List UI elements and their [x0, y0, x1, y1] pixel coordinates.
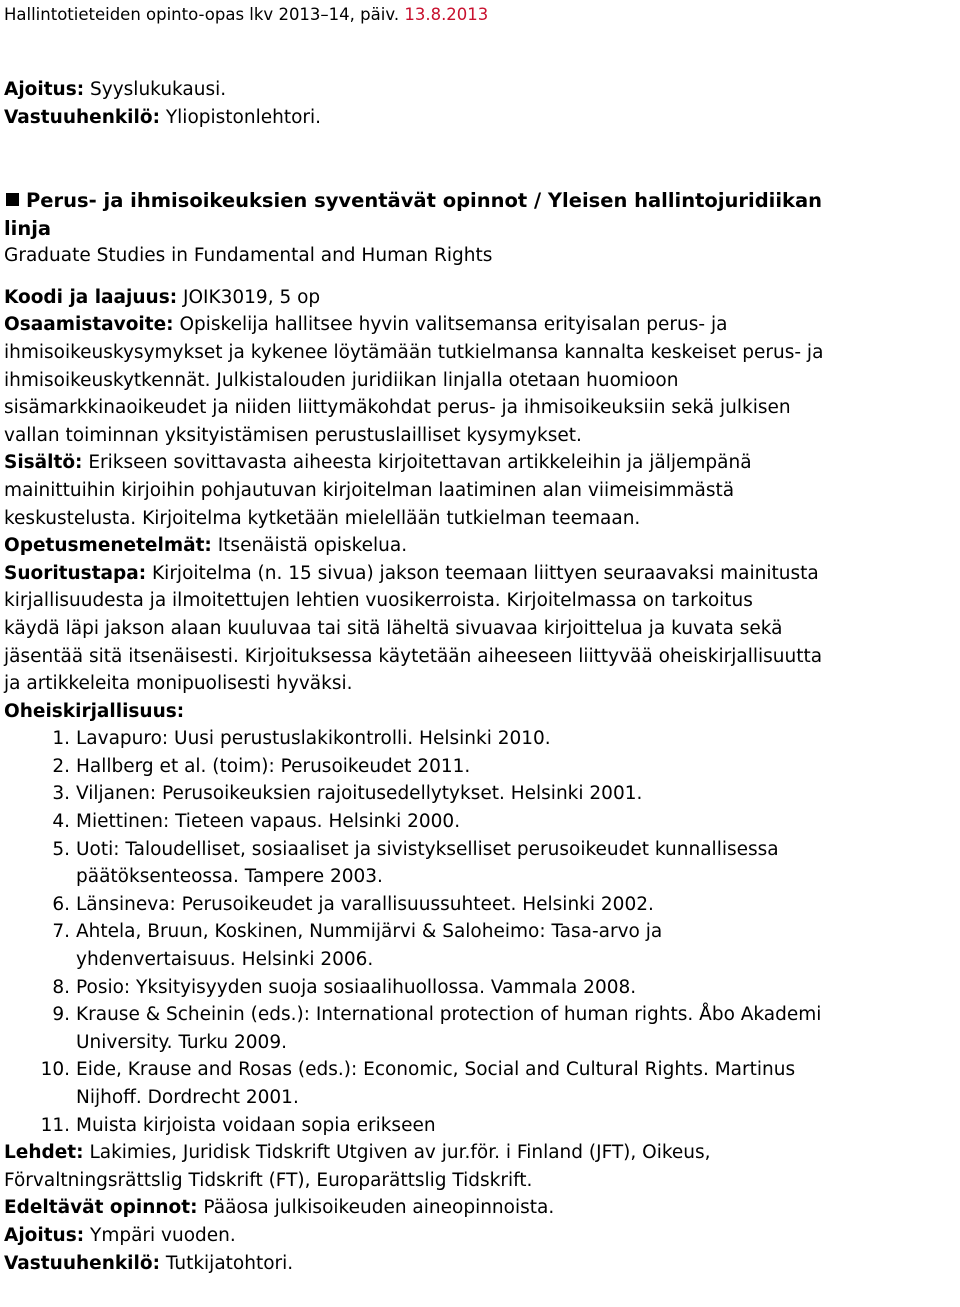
completion-line: käydä läpi jakson alaan kuuluvaa tai sitä läheltä sivuavaa kirjoittelua ja kuvata sekä	[4, 617, 783, 639]
literature-item-number: 7.	[52, 921, 70, 943]
timing-label: Ajoitus:	[4, 1224, 85, 1246]
literature-label: Oheiskirjallisuus:	[4, 700, 185, 722]
literature-item-number: 3.	[52, 783, 70, 805]
literature-item-text: Lavapuro: Uusi perustuslakikontrolli. Helsinki 2010.	[76, 728, 551, 750]
literature-item	[4, 725, 956, 753]
completion-line: jäsentää sitä itsenäisesti. Kirjoituksessa käytetään aiheeseen liittyvää oheiskirjallisuutta	[4, 645, 823, 667]
literature-item-text: Miettinen: Tieteen vapaus. Helsinki 2000.	[76, 811, 461, 833]
objective-line: Opiskelija hallitsee hyvin valitsemansa erityisalan perus- ja	[179, 314, 728, 336]
objective-line: ihmisoikeuskytkennät. Julkistalouden juridiikan linjalla otetaan huomioon	[4, 369, 679, 391]
literature-item	[4, 1001, 956, 1029]
course-subtitle: Graduate Studies in Fundamental and Human Rights	[4, 245, 493, 267]
header-title: Hallintotieteiden opinto-opas lkv 2013–14, päiv.	[4, 5, 400, 24]
objective-line: vallan toiminnan yksityistämisen perustuslailliset kysymykset.	[4, 424, 582, 446]
previous-responsible	[4, 104, 321, 132]
literature-item-text: Hallberg et al. (toim): Perusoikeudet 2011.	[76, 755, 471, 777]
completion-label: Suoritustapa:	[4, 562, 147, 584]
literature-item-text: Viljanen: Perusoikeuksien rajoitusedellytykset. Helsinki 2001.	[76, 783, 643, 805]
literature-item-text: päätöksenteossa. Tampere 2003.	[76, 866, 383, 888]
literature-item-text: Nijhoff. Dordrecht 2001.	[76, 1087, 299, 1108]
previous-course-info	[4, 76, 321, 131]
literature-item-continued	[4, 1084, 956, 1112]
timing-value: Ympäri vuoden.	[90, 1224, 236, 1246]
literature-item-text: Länsineva: Perusoikeudet ja varallisuussuhteet. Helsinki 2002.	[76, 893, 654, 915]
journals-line: Lakimies, Juridisk Tidskrift Utgiven av jur.för. i Finland (JFT), Oikeus,	[89, 1142, 711, 1164]
page-header	[4, 4, 488, 26]
literature-item-continued	[4, 863, 956, 891]
responsible-value: Tutkijatohtori.	[165, 1252, 294, 1274]
course-section	[4, 187, 956, 1277]
course-code	[4, 284, 956, 312]
completion-line: Kirjoitelma (n. 15 sivua) jakson teemaan liittyen seuraavaksi mainitusta	[152, 562, 819, 584]
objective-line: sisämarkkinaoikeudet ja niiden liittymäkohdat perus- ja ihmisoikeuksiin sekä julkisen	[4, 397, 791, 419]
literature-item-number: 1.	[52, 728, 70, 750]
literature-item-text: yhdenvertaisuus. Helsinki 2006.	[76, 949, 374, 971]
literature-item-text: Krause & Scheinin (eds.): International protection of human rights. Åbo Akademi	[76, 1004, 822, 1026]
literature-item	[4, 974, 956, 1002]
course-title-line1: Perus- ja ihmisoikeuksien syventävät opinnot / Yleisen hallintojuridiikan	[26, 189, 823, 212]
literature-item	[4, 918, 956, 946]
literature-item	[4, 808, 956, 836]
literature-item-text: Ahtela, Bruun, Koskinen, Nummijärvi & Saloheimo: Tasa-arvo ja	[76, 921, 663, 943]
methods-label: Opetusmenetelmät:	[4, 535, 212, 557]
literature-item-continued	[4, 1029, 956, 1057]
literature-item-text: Posio: Yksityisyyden suoja sosiaalihuollossa. Vammala 2008.	[76, 976, 637, 998]
literature-item	[4, 836, 956, 864]
objective-line: ihmisoikeuskysymykset ja kykenee löytämään tutkielmansa kannalta keskeiset perus- ja	[4, 341, 824, 363]
literature-item-text: Uoti: Taloudelliset, sosiaaliset ja sivistykselliset perusoikeudet kunnallisessa	[76, 838, 779, 860]
header-date: 13.8.2013	[404, 5, 489, 24]
course-title-continued: linja	[4, 216, 52, 240]
course-code-value: JOIK3019, 5 op	[183, 286, 321, 308]
journals-line: Förvaltningsrättslig Tidskrift (FT), Europarättslig Tidskrift.	[4, 1169, 533, 1191]
literature-item-number: 9.	[52, 1004, 70, 1026]
content-label: Sisältö:	[4, 452, 83, 474]
content-line: Erikseen sovittavasta aiheesta kirjoitettavan artikkeleihin ja jäljempänä	[88, 452, 752, 474]
literature-item	[4, 780, 956, 808]
prereq-label: Edeltävät opinnot:	[4, 1197, 198, 1219]
content-line: mainittuihin kirjoihin pohjautuvan kirjoitelman laatiminen alan viimeisimmästä	[4, 479, 735, 501]
literature-list	[4, 725, 956, 1139]
course-methods	[4, 532, 956, 560]
previous-responsible-label: Vastuuhenkilö:	[4, 106, 160, 128]
literature-item-number: 10.	[40, 1059, 70, 1081]
literature-item-text: University. Turku 2009.	[76, 1031, 287, 1053]
course-objective	[4, 311, 956, 449]
literature-item-number: 5.	[52, 838, 70, 860]
literature-item	[4, 1056, 956, 1084]
content-line: keskustelusta. Kirjoitelma kytketään mielellään tutkielman teemaan.	[4, 507, 641, 529]
literature-item-continued	[4, 946, 956, 974]
literature-item	[4, 1112, 956, 1140]
course-journals	[4, 1139, 956, 1194]
previous-timing-label: Ajoitus:	[4, 79, 85, 100]
literature-item-text: Eide, Krause and Rosas (eds.): Economic, Social and Cultural Rights. Martinus	[76, 1059, 796, 1081]
course-responsible	[4, 1250, 956, 1278]
literature-item	[4, 753, 956, 781]
literature-item-text: Muista kirjoista voidaan sopia erikseen	[76, 1114, 436, 1136]
previous-timing	[4, 76, 321, 104]
literature-item	[4, 891, 956, 919]
course-timing	[4, 1222, 956, 1250]
completion-line: kirjallisuudesta ja ilmoitettujen lehtien vuosikerroista. Kirjoitelmassa on tarkoitus	[4, 590, 753, 612]
previous-timing-value: Syyslukukausi.	[90, 79, 227, 100]
prereq-value: Pääosa julkisoikeuden aineopinnoista.	[203, 1197, 555, 1219]
literature-item-number: 2.	[52, 755, 70, 777]
previous-responsible-value: Yliopistonlehtori.	[165, 106, 322, 128]
square-bullet-icon	[6, 193, 19, 206]
course-content	[4, 449, 956, 532]
journals-label: Lehdet:	[4, 1142, 84, 1164]
responsible-label: Vastuuhenkilö:	[4, 1252, 160, 1274]
course-completion	[4, 560, 956, 698]
course-title	[4, 187, 956, 215]
course-prerequisites	[4, 1194, 956, 1222]
completion-line: ja artikkeleita monipuolisesti hyväksi.	[4, 673, 353, 695]
literature-item-number: 8.	[52, 976, 70, 998]
literature-item-number: 11.	[40, 1114, 70, 1136]
literature-item-number: 4.	[52, 811, 70, 833]
literature-item-number: 6.	[52, 893, 70, 915]
methods-value: Itsenäistä opiskelua.	[217, 535, 408, 557]
objective-label: Osaamistavoite:	[4, 314, 174, 336]
course-code-label: Koodi ja laajuus:	[4, 286, 178, 308]
